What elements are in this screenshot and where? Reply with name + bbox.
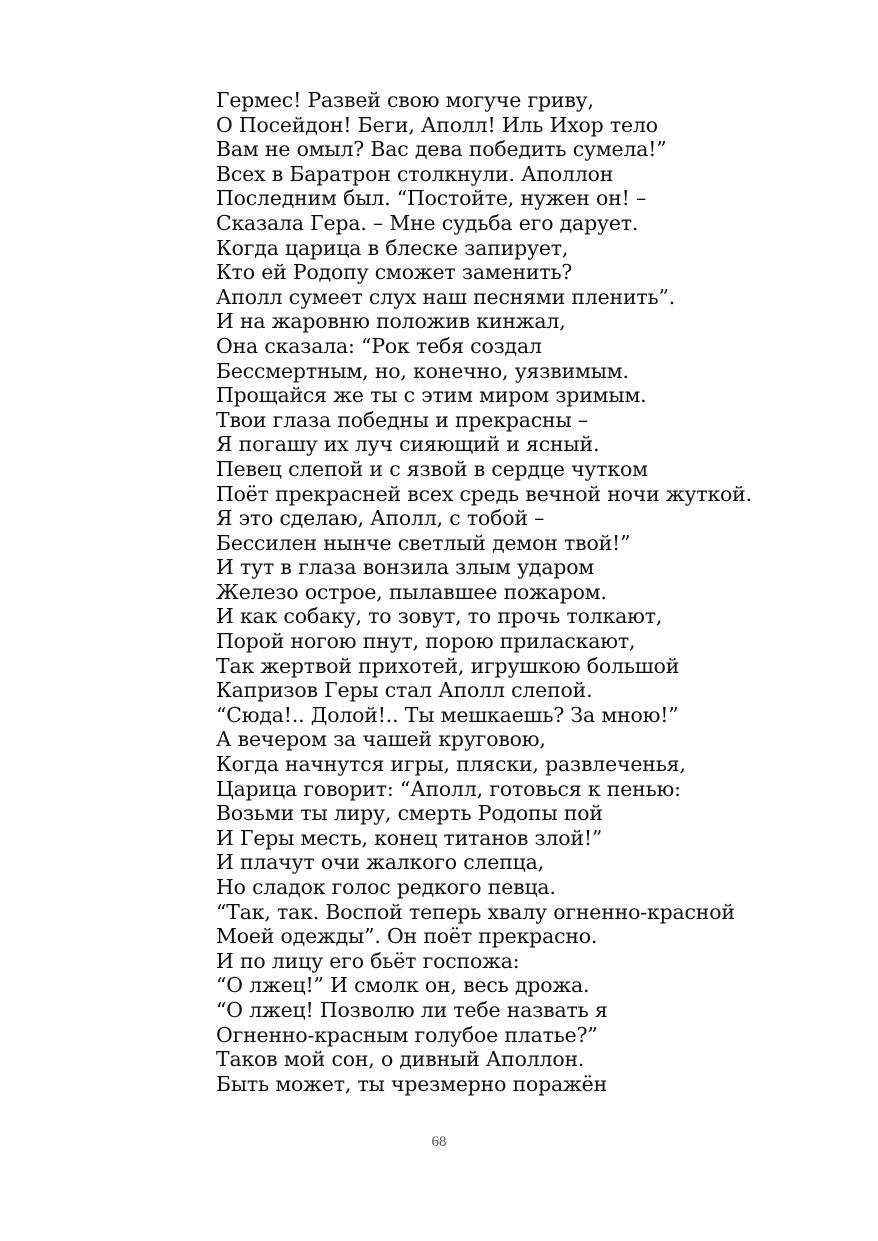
poem-text	[216, 88, 836, 1096]
poem-line: Огненно-красным голубое платье?”	[216, 1022, 598, 1047]
poem-line: И на жаровню положив кинжал,	[216, 309, 566, 334]
poem-line: И Геры месть, конец титанов злой!”	[216, 825, 603, 850]
poem-line: Порой ногою пнут, порою приласкают,	[216, 629, 636, 654]
poem-line: Поёт прекрасней всех средь вечной ночи жуткой.	[216, 481, 752, 506]
poem-line: Сказала Гера. – Мне судьба его дарует.	[216, 210, 639, 235]
poem-line: Вам не омыл? Вас дева победить сумела!”	[216, 137, 667, 162]
poem-line: И как собаку, то зовут, то прочь толкают,	[216, 604, 663, 629]
poem-line: Когда начнутся игры, пляски, развлеченья,	[216, 752, 686, 777]
poem-line: Таков мой сон, о дивный Аполлон.	[216, 1047, 585, 1072]
poem-line: Она сказала: “Рок тебя создал	[216, 333, 542, 358]
poem-line: И плачут очи жалкого слепца,	[216, 850, 544, 875]
poem-line: Всех в Баратрон столкнули. Аполлон	[216, 161, 614, 186]
poem-line: Бессмертным, но, конечно, уязвимым.	[216, 358, 629, 383]
poem-line: А вечером за чашей круговою,	[216, 727, 546, 752]
poem-line: Капризов Геры стал Аполл слепой.	[216, 678, 593, 703]
poem-line: Прощайся же ты с этим миром зримым.	[216, 383, 647, 408]
poem-line: Я это сделаю, Аполл, с тобой –	[216, 506, 545, 531]
poem-line: Железо острое, пылавшее пожаром.	[216, 579, 607, 604]
poem-line: Царица говорит: “Аполл, готовься к пенью:	[216, 776, 681, 801]
poem-line: Певец слепой и с язвой в сердце чутком	[216, 456, 648, 481]
poem-line: Быть может, ты чрезмерно поражён	[216, 1071, 608, 1096]
poem-line: “Так, так. Воспой теперь хвалу огненно-красной	[216, 899, 735, 924]
poem-line: Аполл сумеет слух наш песнями пленить”.	[216, 284, 676, 309]
poem-line: “О лжец! Позволю ли тебе назвать я	[216, 997, 608, 1022]
poem-line: Возьми ты лиру, смерть Родопы пой	[216, 801, 603, 826]
poem-line: Бессилен нынче светлый демон твой!”	[216, 530, 631, 555]
poem-line: О Посейдон! Беги, Аполл! Иль Ихор тело	[216, 112, 658, 137]
poem-line: И по лицу его бьёт госпожа:	[216, 948, 520, 973]
poem-line: Когда царица в блеске запирует,	[216, 235, 569, 260]
page-number: 68	[431, 1134, 447, 1150]
poem-line: Гермес! Развей свою могуче гриву,	[216, 88, 594, 112]
poem-line: Твои глаза победны и прекрасны –	[216, 407, 588, 432]
poem-line: “О лжец!” И смолк он, весь дрожа.	[216, 973, 590, 998]
poem-line: Последним был. “Постойте, нужен он! –	[216, 186, 647, 211]
poem-line: Но сладок голос редкого певца.	[216, 875, 556, 899]
poem-line: “Сюда!.. Долой!.. Ты мешкаешь? За мною!”	[216, 702, 679, 727]
poem-line: Я погашу их луч сияющий и ясный.	[216, 432, 600, 457]
poem-line: Кто ей Родопу сможет заменить?	[216, 260, 573, 285]
poem-line: Моей одежды”. Он поёт прекрасно.	[216, 924, 598, 949]
poem-line: И тут в глаза вонзила злым ударом	[216, 555, 595, 580]
poem-line: Так жертвой прихотей, игрушкою большой	[216, 653, 680, 678]
